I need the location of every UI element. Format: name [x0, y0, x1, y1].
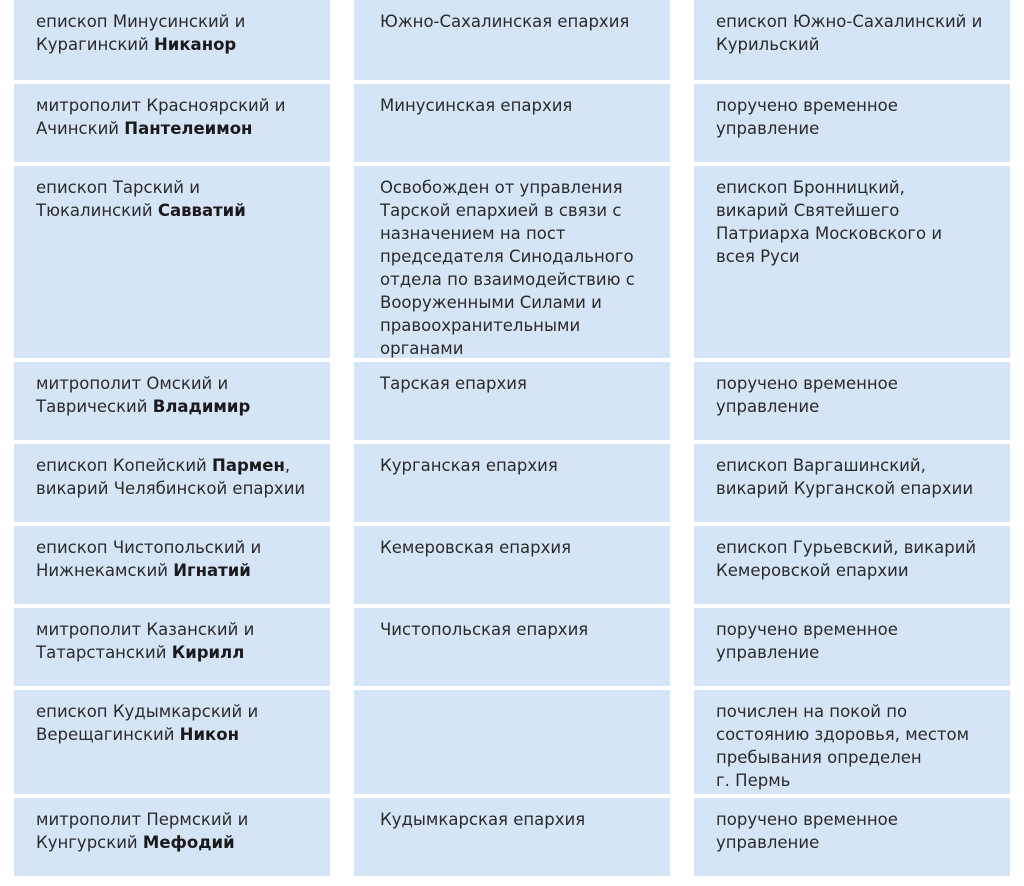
bishop-title-suffix: , викарий Челябинской епархии — [36, 456, 306, 498]
decision-cell — [694, 526, 1010, 604]
bishop-cell — [14, 362, 330, 440]
diocese-text: Кемеровская епархия — [380, 538, 572, 557]
bishop-cell — [14, 798, 330, 876]
diocese-cell — [354, 690, 670, 794]
bishop-title: епископ Чистопольский и Нижнекамский — [36, 538, 262, 580]
diocese-text: Освобожден от управления Тарской епархией в связи с назначением на пост председателя Синодального отдела по взаимодействию с Вооруженными Силами и правоохранительными органами — [380, 178, 635, 358]
bishop-name: Никанор — [153, 35, 237, 54]
bishop-cell — [14, 166, 330, 358]
decision-text: епископ Южно-Сахалинский и Курильский — [716, 12, 983, 54]
diocese-text: Южно-Сахалинская епархия — [380, 12, 630, 31]
diocese-cell — [354, 798, 670, 876]
table-row — [0, 690, 1024, 794]
bishop-name: Мефодий — [142, 833, 235, 852]
bishop-title: епископ Кудымкарский и Верещагинский — [36, 702, 259, 744]
diocese-text: Курганская епархия — [380, 456, 558, 475]
bishop-name: Игнатий — [173, 561, 251, 580]
table-row — [0, 798, 1024, 876]
decision-text: поручено временное управление — [716, 374, 898, 416]
decision-cell — [694, 166, 1010, 358]
decision-cell — [694, 362, 1010, 440]
table-row — [0, 166, 1024, 358]
decision-text: епископ Варгашинский, викарий Курганской епархии — [716, 456, 974, 498]
bishop-name: Никон — [179, 725, 239, 744]
diocese-cell — [354, 166, 670, 358]
bishop-title: епископ Тарский и Тюкалинский — [36, 178, 200, 220]
diocese-cell — [354, 608, 670, 686]
bishop-cell — [14, 0, 330, 80]
table-row — [0, 0, 1024, 80]
table-row — [0, 444, 1024, 522]
bishop-name: Владимир — [152, 397, 251, 416]
bishop-title: епископ Копейский — [36, 456, 213, 475]
decision-text: епископ Бронницкий, викарий Святейшего Патриарха Московского и всея Руси — [716, 178, 943, 266]
diocese-text: Тарская епархия — [380, 374, 527, 393]
diocese-text: Чистопольская епархия — [380, 620, 589, 639]
bishop-name: Савватий — [157, 201, 246, 220]
bishop-cell — [14, 608, 330, 686]
decision-text: почислен на покой по состоянию здоровья, местом пребывания определен г. Пермь — [716, 702, 970, 790]
decision-cell — [694, 690, 1010, 794]
decision-cell — [694, 608, 1010, 686]
bishop-title: митрополит Красноярский и Ачинский — [36, 96, 286, 138]
table-row — [0, 362, 1024, 440]
table-row — [0, 84, 1024, 162]
diocese-cell — [354, 444, 670, 522]
bishop-cell — [14, 84, 330, 162]
bishop-name: Пантелеимон — [124, 119, 253, 138]
decision-cell — [694, 84, 1010, 162]
decision-cell — [694, 444, 1010, 522]
decision-cell — [694, 0, 1010, 80]
table-row — [0, 526, 1024, 604]
decision-text: поручено временное управление — [716, 620, 898, 662]
bishop-title: митрополит Пермский и Кунгурский — [36, 810, 249, 852]
table-row — [0, 608, 1024, 686]
decision-text: поручено временное управление — [716, 96, 898, 138]
diocese-text: Кудымкарская епархия — [380, 810, 586, 829]
bishop-cell — [14, 690, 330, 794]
bishop-title: митрополит Омский и Таврический — [36, 374, 229, 416]
bishop-name: Пармен — [212, 456, 285, 475]
bishop-cell — [14, 444, 330, 522]
diocese-text: Минусинская епархия — [380, 96, 573, 115]
bishop-title: митрополит Казанский и Татарстанский — [36, 620, 255, 662]
bishop-title: епископ Минусинский и Курагинский — [36, 12, 246, 54]
bishop-cell — [14, 526, 330, 604]
bishop-name: Кирилл — [171, 643, 245, 662]
decision-text: епископ Гурьевский, викарий Кемеровской епархии — [716, 538, 977, 580]
decision-cell — [694, 798, 1010, 876]
diocese-cell — [354, 84, 670, 162]
diocese-cell — [354, 526, 670, 604]
diocese-cell — [354, 362, 670, 440]
decision-text: поручено временное управление — [716, 810, 898, 852]
diocese-cell — [354, 0, 670, 80]
